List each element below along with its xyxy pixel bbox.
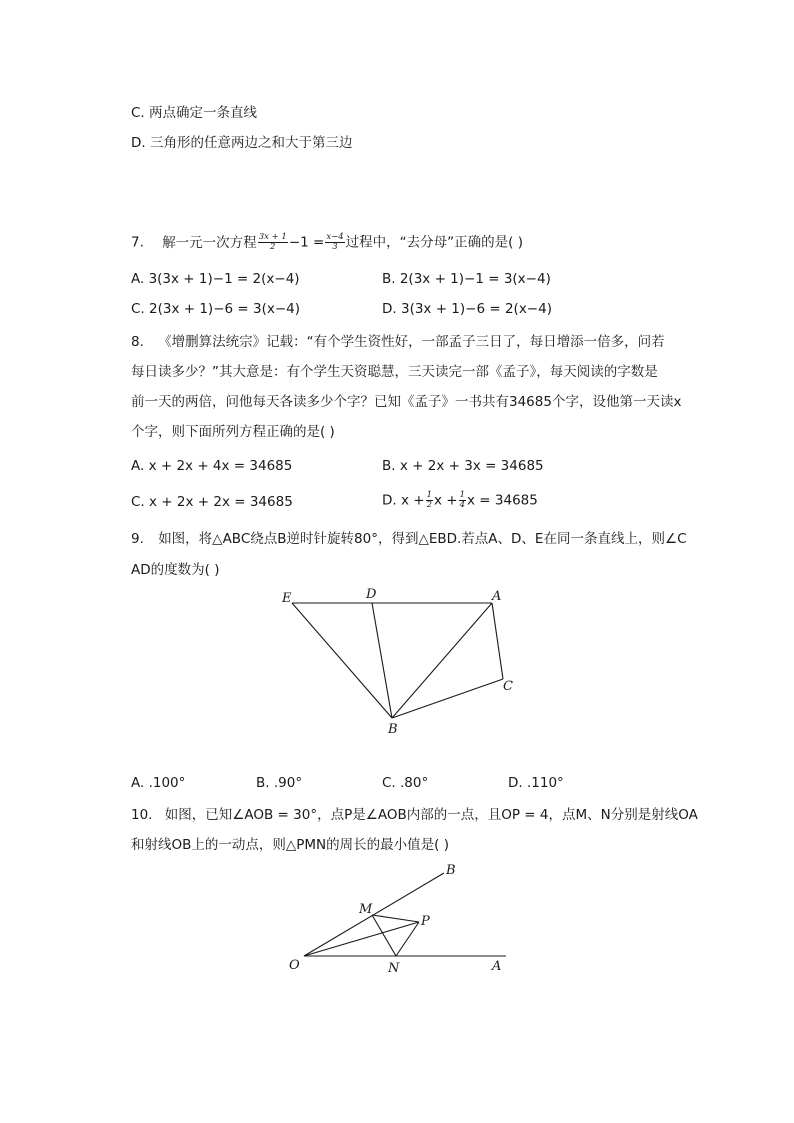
segment-EB bbox=[292, 603, 392, 718]
question-text: 解一元一次方程 bbox=[162, 234, 257, 251]
question-9 bbox=[131, 530, 687, 548]
label-D: D bbox=[366, 587, 377, 602]
fraction: $\frac{x-4}{3}$ bbox=[326, 232, 344, 252]
question-10 bbox=[131, 806, 698, 824]
option-d: D. x + $\frac{1}{2}$ x + $\frac{1}{4}$ x = 34685 bbox=[382, 490, 538, 510]
option-b: B. x + 2x + 3x = 34685 bbox=[382, 458, 544, 474]
segment-OP bbox=[304, 922, 419, 956]
question-7 bbox=[131, 233, 523, 252]
question-text-line: 每日读多少？”其大意是：有个学生天资聪慧，三天读完一部《孟子》，每天阅读的字数是 bbox=[131, 364, 658, 380]
label-C: C bbox=[503, 679, 513, 694]
option-a: A. .100° bbox=[131, 775, 186, 791]
segment-MN bbox=[372, 915, 396, 956]
segment-MP bbox=[372, 915, 419, 922]
option-a: A. 3(3x + 1)−1 = 2(x−4) bbox=[131, 271, 300, 287]
question-8 bbox=[131, 333, 665, 351]
label-M: M bbox=[359, 902, 373, 917]
angle-figure bbox=[280, 858, 520, 978]
label-P: P bbox=[421, 914, 430, 929]
question-text-line: 前一天的两倍，问他每天各读多少个字？已知《孟子》一书共有34685个字，设他第一天读x bbox=[131, 394, 682, 410]
option-a: A. x + 2x + 4x = 34685 bbox=[131, 458, 293, 474]
label-B: B bbox=[388, 722, 398, 737]
label-A: A bbox=[492, 589, 502, 604]
question-text-line: 个字，则下面所列方程正确的是( ) bbox=[131, 424, 335, 440]
question-text-line: 和射线OB上的一动点，则△PMN的周长的最小值是( ) bbox=[131, 837, 449, 853]
label-A: A bbox=[492, 959, 502, 974]
question-text: 如图，将△ABC绕点B逆时针旋转80°，得到△EBD.若点A、D、E在同一条直线上，则∠C bbox=[158, 531, 687, 547]
option-d: D. .110° bbox=[508, 775, 564, 791]
option-c-q6: C. 两点确定一条直线 bbox=[131, 105, 258, 121]
equation-mid: −1 = bbox=[288, 234, 325, 251]
label-B: B bbox=[446, 863, 456, 878]
question-text: 过程中，“去分母”正确的是( ) bbox=[345, 234, 523, 251]
label-O: O bbox=[289, 958, 300, 973]
triangle-rotation-figure bbox=[270, 580, 530, 740]
label-E: E bbox=[282, 591, 292, 606]
option-b: B. .90° bbox=[256, 775, 303, 791]
segment-NP bbox=[396, 922, 419, 956]
question-number: 10. bbox=[131, 807, 153, 823]
question-text: 《增删算法统宗》记载：“有个学生资性好，一部孟子三日了，每日增添一倍多，问若 bbox=[158, 334, 665, 350]
question-number: 9. bbox=[131, 531, 144, 547]
fraction: $\frac{1}{4}$ bbox=[459, 490, 466, 510]
label-N: N bbox=[388, 961, 400, 976]
option-c: C. 2(3x + 1)−6 = 3(x−4) bbox=[131, 301, 301, 317]
question-text: 如图，已知∠AOB = 30°，点P是∠AOB内部的一点，且OP = 4，点M、N分别是射线OA bbox=[164, 807, 698, 823]
option-d-q6: D. 三角形的任意两边之和大于第三边 bbox=[131, 135, 353, 151]
segment-AC bbox=[492, 603, 503, 679]
option-b: B. 2(3x + 1)−1 = 3(x−4) bbox=[382, 271, 551, 287]
question-number: 7. bbox=[131, 234, 144, 251]
option-d: D. 3(3x + 1)−6 = 2(x−4) bbox=[382, 301, 552, 317]
question-number: 8. bbox=[131, 334, 144, 350]
fraction: $\frac{1}{2}$ bbox=[426, 490, 432, 510]
segment-DB bbox=[372, 603, 392, 718]
question-text-line: AD的度数为( ) bbox=[131, 562, 220, 578]
fraction: $\frac{3x + 1}{2}$ bbox=[258, 232, 287, 252]
option-c: C. .80° bbox=[382, 775, 429, 791]
option-c: C. x + 2x + 2x = 34685 bbox=[131, 494, 293, 510]
